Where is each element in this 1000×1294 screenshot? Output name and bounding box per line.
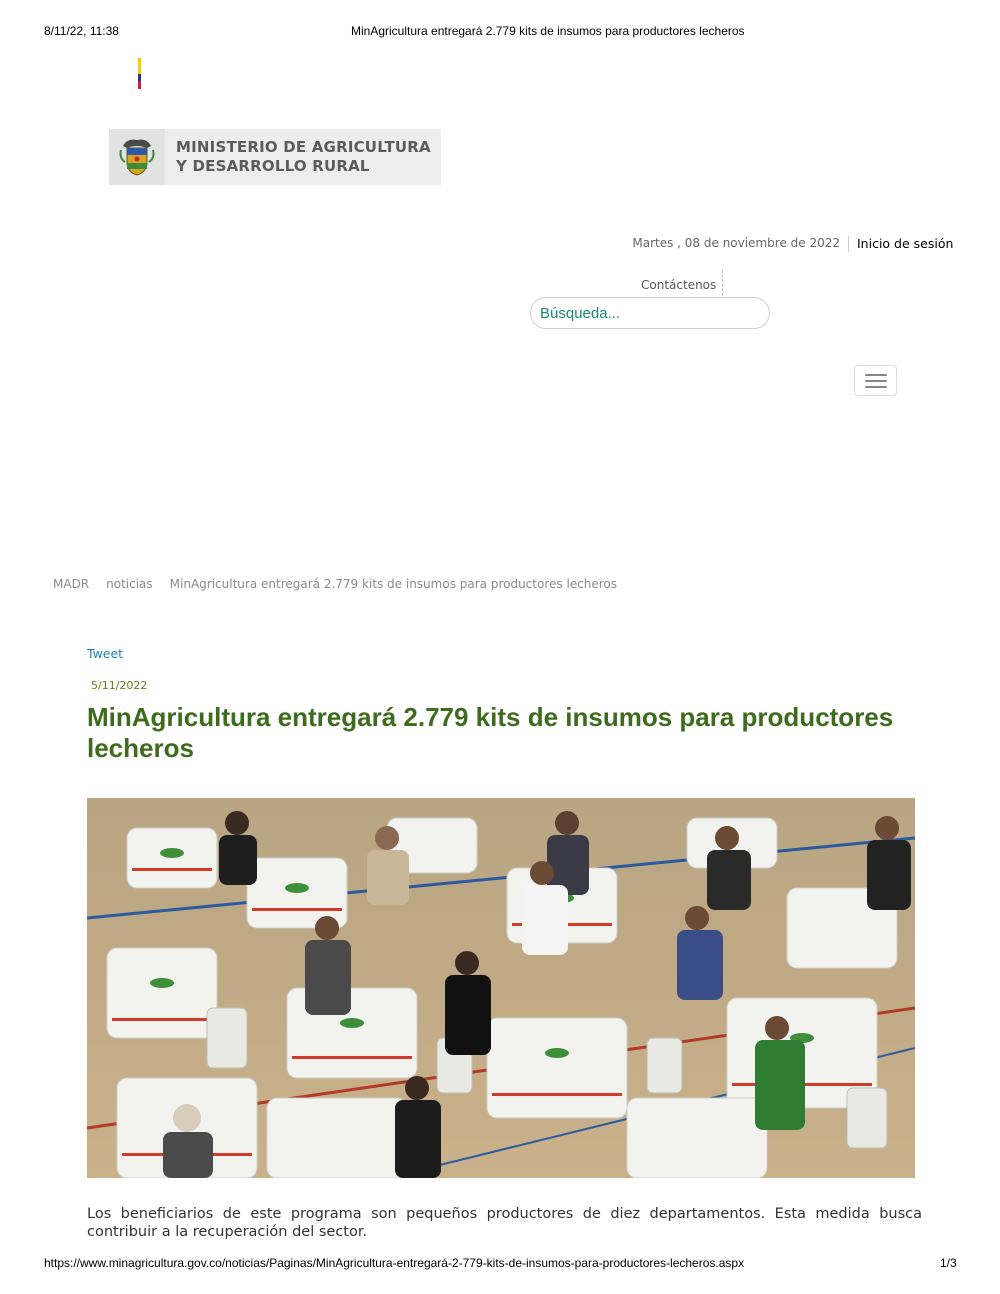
print-page-number: 1/3: [940, 1256, 957, 1270]
breadcrumb-item-madr[interactable]: MADR: [53, 577, 90, 591]
current-date: Martes , 08 de noviembre de 2022: [632, 236, 840, 250]
print-datetime: 8/11/22, 11:38: [44, 24, 119, 38]
logo-line-2: Y DESARROLLO RURAL: [176, 157, 370, 175]
tweet-button[interactable]: Tweet: [87, 646, 124, 661]
ministry-logo[interactable]: [109, 129, 441, 185]
divider: [848, 236, 849, 252]
breadcrumb-item-current: MinAgricultura entregará 2.779 kits de insumos para productores lecheros: [169, 577, 618, 591]
divider: [722, 270, 723, 296]
print-url: https://www.minagricultura.gov.co/noticias/Paginas/MinAgricultura-entregará-2-779-kits-de-insumos-para-productores-lecheros.aspx: [44, 1256, 745, 1270]
logo-line-1: MINISTERIO DE AGRICULTURA: [176, 138, 431, 156]
print-doc-title: MinAgricultura entregará 2.779 kits de insumos para productores lecheros: [351, 24, 745, 38]
article-photo: [87, 798, 915, 1178]
article-lead: Los beneficiarios de este programa son pequeños productores de diez departamentos. Esta medida busca contribuir a la recuperación del sector.: [87, 1206, 922, 1240]
login-link[interactable]: Inicio de sesión: [857, 236, 954, 251]
colombia-flag-icon: [138, 58, 141, 89]
coat-of-arms-icon: [109, 129, 165, 185]
search-input[interactable]: [530, 297, 770, 329]
article-title: MinAgricultura entregará 2.779 kits de insumos para productores lecheros: [87, 702, 894, 763]
hamburger-menu-icon[interactable]: [854, 365, 897, 396]
contact-link[interactable]: Contáctenos: [641, 278, 717, 292]
article-date: 5/11/2022: [91, 679, 148, 692]
breadcrumb: [53, 577, 617, 591]
breadcrumb-item-noticias[interactable]: noticias: [106, 577, 153, 591]
